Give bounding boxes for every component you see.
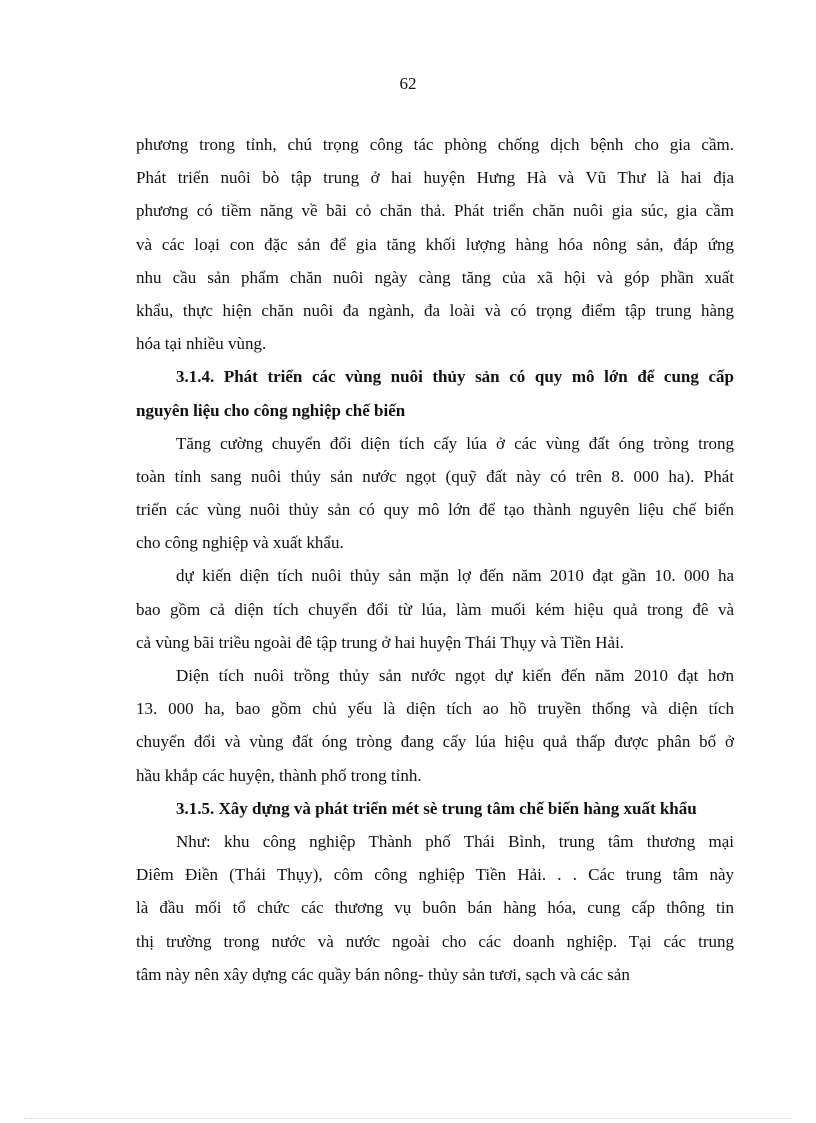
text-line: phương trong tỉnh, chú trọng công tác phòng chống dịch bệnh cho gia cầm. bbox=[136, 135, 734, 154]
heading-line: nguyên liệu cho công nghiệp chế biến bbox=[136, 400, 406, 420]
text-line: cho công nghiệp và xuất khẩu. bbox=[136, 533, 344, 553]
text-line: triển các vùng nuôi thủy sản có quy mô lớn để tạo thành nguyên liệu chế biến bbox=[136, 500, 734, 520]
text-line: phương có tiềm năng về bãi cỏ chăn thả. Phát triển chăn nuôi gia súc, gia cầm bbox=[136, 201, 734, 221]
text-line: toàn tỉnh sang nuôi thủy sản nước ngọt (quỹ đất này có trên 8. 000 ha). Phát bbox=[136, 466, 734, 486]
text-line: Diêm Điền (Thái Thụy), côm công nghiệp Tiền Hải. . . Các trung tâm này bbox=[136, 865, 734, 885]
text-line: Như: khu công nghiệp Thành phố Thái Bình, trung tâm thương mại bbox=[176, 831, 734, 851]
page-bottom-divider bbox=[24, 1118, 792, 1119]
text-line: chuyển đổi và vùng đất óng tròng đang cấy lúa hiệu quả thấp được phân bố ở bbox=[136, 732, 734, 752]
text-line: nhu cầu sản phẩm chăn nuôi ngày càng tăng của xã hội và góp phần xuất bbox=[136, 267, 734, 287]
text-line: và các loại con đặc sản để gia tăng khối lượng hàng hóa nông sản, đáp ứng bbox=[136, 234, 734, 254]
text-line: Diện tích nuôi trồng thủy sản nước ngọt dự kiến đến năm 2010 đạt hơn bbox=[176, 666, 734, 685]
section-heading-3-1-4 bbox=[136, 360, 734, 426]
text-line: bao gồm cả diện tích chuyển đổi từ lúa, làm muối kém hiệu quả trong đê và bbox=[136, 599, 734, 619]
text-line: khẩu, thực hiện chăn nuôi đa ngành, đa loài và có trọng điểm tập trung hàng bbox=[136, 300, 734, 320]
page-number: 62 bbox=[399, 74, 417, 93]
paragraph-conversion bbox=[136, 427, 734, 560]
paragraph-freshwater bbox=[136, 659, 734, 792]
document-body bbox=[136, 128, 734, 991]
paragraph-centers bbox=[136, 825, 734, 991]
text-line: dự kiến diện tích nuôi thủy sản mặn lợ đến năm 2010 đạt gần 10. 000 ha bbox=[176, 566, 734, 586]
text-line: hóa tại nhiều vùng. bbox=[136, 334, 267, 354]
paragraph-brackish bbox=[136, 559, 734, 659]
paragraph-livestock bbox=[136, 128, 734, 360]
text-line: 13. 000 ha, bao gồm chủ yếu là diện tích ao hồ truyền thống và diện tích bbox=[136, 699, 734, 719]
section-heading-3-1-5: 3.1.5. Xây dựng và phát triển mét sè trung tâm chế biến hàng xuất khẩu bbox=[176, 798, 697, 818]
text-line: thị trường trong nước và nước ngoài cho các doanh nghiệp. Tại các trung bbox=[136, 931, 734, 951]
heading-line: 3.1.4. Phát triển các vùng nuôi thủy sản có quy mô lớn để cung cấp bbox=[176, 367, 734, 387]
text-line: tâm này nên xây dựng các quầy bán nông- thủy sản tươi, sạch và các sản bbox=[136, 964, 630, 984]
text-line: Tăng cường chuyển đổi diện tích cấy lúa ở các vùng đất óng tròng trong bbox=[176, 433, 734, 453]
text-line: là đầu mối tổ chức các thương vụ buôn bán hàng hóa, cung cấp thông tin bbox=[136, 898, 734, 918]
text-line: hầu khắp các huyện, thành phố trong tỉnh. bbox=[136, 765, 422, 785]
text-line: Phát triển nuôi bò tập trung ở hai huyện Hưng Hà và Vũ Thư là hai địa bbox=[136, 168, 734, 188]
text-line: cả vùng bãi triều ngoài đê tập trung ở hai huyện Thái Thụy và Tiền Hải. bbox=[136, 632, 625, 652]
